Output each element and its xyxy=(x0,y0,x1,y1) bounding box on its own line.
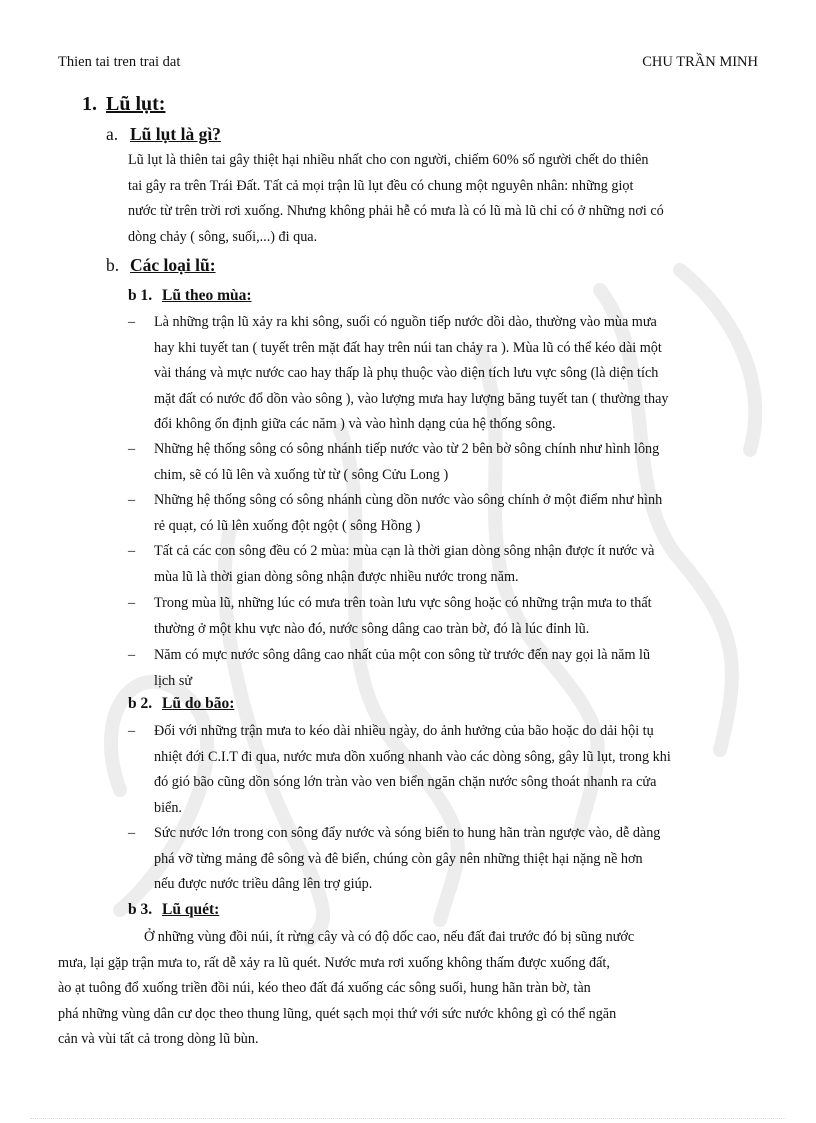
paragraph-line: phá những vùng dân cư dọc theo thung lũng, quét sạch mọi thứ với sức nước không gì có thể ngăn xyxy=(58,1005,617,1022)
header-title: Thien tai tren trai dat xyxy=(58,54,181,70)
b3-heading xyxy=(128,901,219,919)
b2-number: b 2. xyxy=(128,695,153,712)
dash-marker: – xyxy=(128,543,136,559)
dash-marker: – xyxy=(128,314,136,330)
subsection-a-paragraph xyxy=(128,148,760,250)
subsection-b-title: Các loại lũ: xyxy=(130,255,216,275)
section-title: Lũ lụt: xyxy=(106,93,166,115)
header-author: CHU TRẦN MINH xyxy=(642,54,758,70)
list-item xyxy=(128,643,760,695)
dash-marker: – xyxy=(128,595,136,611)
paragraph-line: nước từ trên trời rơi xuống. Nhưng không phải hễ có mưa là có lũ mà lũ chỉ có ở những nơi có xyxy=(128,203,664,220)
list-item xyxy=(128,437,760,489)
paragraph-line: dòng chảy ( sông, suối,...) đi qua. xyxy=(128,228,318,245)
bullet-line: rẻ quạt, có lũ lên xuống đột ngột ( sông Hồng ) xyxy=(154,517,421,534)
bullet-line: nhiệt đới C.I.T đi qua, nước mưa dồn xuống nhanh vào các dòng sông, gây lũ lụt, trong khi xyxy=(154,748,671,765)
page-bottom-divider xyxy=(30,1118,786,1119)
section-number: 1. xyxy=(82,93,97,115)
paragraph-line: tai gây ra trên Trái Đất. Tất cả mọi trận lũ lụt đều có chung một nguyên nhân: những giọt xyxy=(128,177,634,194)
b2-heading xyxy=(128,695,234,713)
paragraph-line: Lũ lụt là thiên tai gây thiệt hại nhiều nhất cho con người, chiếm 60% số người chết do thiên xyxy=(128,152,649,168)
bullet-line: nếu được nước triều dâng lên trợ giúp. xyxy=(154,876,373,893)
bullet-line: mùa lũ là thời gian dòng sông nhận được nhiều nước trong năm. xyxy=(154,568,519,585)
list-item xyxy=(128,719,760,823)
bullet-line: thường ở một khu vực nào đó, nước sông dâng cao tràn bờ, đó là lúc đỉnh lũ. xyxy=(154,620,590,637)
bullet-line: Tất cả các con sông đều có 2 mùa: mùa cạn là thời gian dòng sông nhận được ít nước và xyxy=(154,543,655,559)
dash-marker: – xyxy=(128,441,136,457)
dash-marker: – xyxy=(128,825,136,841)
b3-paragraph xyxy=(58,925,760,1053)
bullet-line: biển. xyxy=(154,799,182,816)
list-item xyxy=(128,821,760,899)
subsection-b-heading xyxy=(106,255,216,276)
b1-title: Lũ theo mùa: xyxy=(162,287,252,304)
bullet-line: Những hệ thống sông có sông nhánh cùng dồn nước vào sông chính ở một điểm như hình xyxy=(154,492,663,508)
b3-number: b 3. xyxy=(128,901,153,918)
list-item xyxy=(128,488,760,540)
dash-marker: – xyxy=(128,492,136,508)
dash-marker: – xyxy=(128,723,136,739)
list-item xyxy=(128,591,760,643)
bullet-line: đó gió bão cũng dồn sóng lớn tràn vào ven biển ngăn chặn nước sông thoát nhanh ra cửa xyxy=(154,774,657,791)
bullet-line: chim, sẽ có lũ lên và xuống từ từ ( sông Cửu Long ) xyxy=(154,466,449,483)
b2-title: Lũ do bão: xyxy=(162,695,235,712)
bullet-line: Sức nước lớn trong con sông đẩy nước và sóng biển to hung hãn tràn ngược vào, dễ dàng xyxy=(154,825,661,841)
paragraph-line: ào ạt tuông đổ xuống triền đồi núi, kéo theo đất đá xuống các sông suối, hung hãn tràn bờ, tàn xyxy=(58,980,591,997)
bullet-line: lịch sử xyxy=(154,672,193,689)
b1-heading xyxy=(128,287,252,305)
paragraph-line: Ở những vùng đồi núi, ít rừng cây và có độ dốc cao, nếu đất đai trước đó bị sũng nước xyxy=(144,929,635,945)
paragraph-line: mưa, lại gặp trận mưa to, rất dễ xảy ra lũ quét. Nước mưa rơi xuống không thấm được xuống đất, xyxy=(58,954,610,971)
subsection-a-title: Lũ lụt là gì? xyxy=(130,124,221,144)
list-item xyxy=(128,539,760,591)
bullet-line: Năm có mực nước sông dâng cao nhất của một con sông từ trước đến nay gọi là năm lũ xyxy=(154,647,651,663)
paragraph-line: cản và vùi tất cả trong dòng lũ bùn. xyxy=(58,1031,259,1048)
dash-marker: – xyxy=(128,647,136,663)
bullet-line: đổi không ổn định giữa các năm ) và vào hình dạng của hệ thống sông. xyxy=(154,416,556,433)
page-header xyxy=(58,54,758,74)
bullet-line: Những hệ thống sông có sông nhánh tiếp nước vào từ 2 bên bờ sông chính như hình lông xyxy=(154,441,660,457)
bullet-line: mặt đất có nước đổ dồn vào sông ), vào lượng mưa hay lượng băng tuyết tan ( thường thay xyxy=(154,390,669,407)
bullet-line: Trong mùa lũ, những lúc có mưa trên toàn lưu vực sông hoặc có những trận mưa to thất xyxy=(154,595,652,611)
bullet-line: Đối với những trận mưa to kéo dài nhiều ngày, do ảnh hưởng của bão hoặc do dải hội tụ xyxy=(154,723,654,739)
bullet-line: hay khi tuyết tan ( tuyết trên mặt đất hay trên núi tan chảy ra ). Mùa lũ có thể kéo dài một xyxy=(154,339,662,356)
subsection-b-number: b. xyxy=(106,255,120,275)
subsection-a-number: a. xyxy=(106,124,119,144)
list-item xyxy=(128,310,760,438)
section-heading xyxy=(82,93,165,116)
bullet-line: Là những trận lũ xảy ra khi sông, suối có nguồn tiếp nước dồi dào, thường vào mùa mưa xyxy=(154,314,657,330)
b3-title: Lũ quét: xyxy=(162,901,220,918)
subsection-a-heading xyxy=(106,124,221,145)
bullet-line: phá vỡ từng mảng đê sông và đê biển, chúng còn gây nên những thiệt hại nặng nề hơn xyxy=(154,850,643,867)
bullet-line: vài tháng và mực nước cao hay thấp là phụ thuộc vào diện tích lưu vực sông (là diện tích xyxy=(154,365,659,382)
b1-number: b 1. xyxy=(128,287,153,304)
